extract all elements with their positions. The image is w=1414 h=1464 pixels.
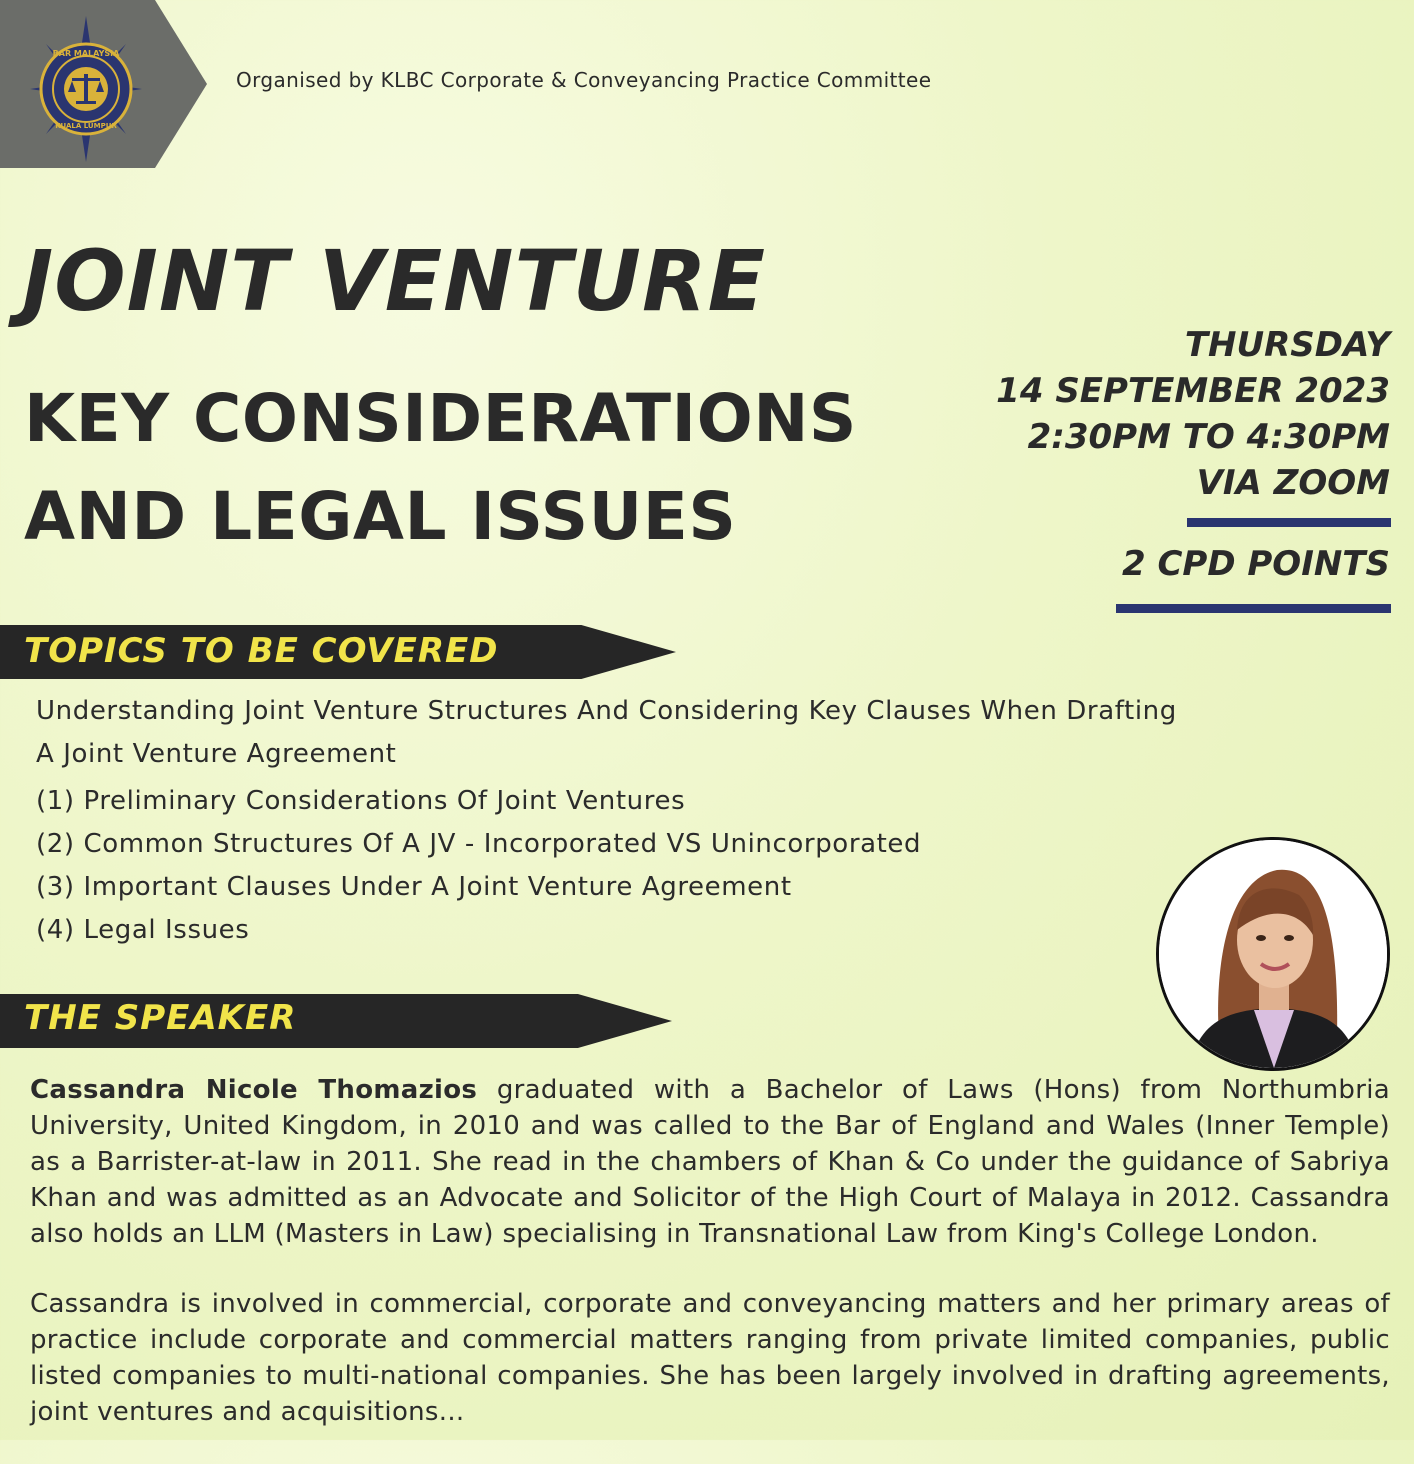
event-title-sub-line2: AND LEGAL ISSUES bbox=[24, 478, 737, 555]
topic-item: (2) Common Structures Of A JV - Incorporated VS Unincorporated bbox=[36, 829, 922, 859]
event-info bbox=[996, 322, 1390, 506]
event-date: 14 SEPTEMBER 2023 bbox=[996, 371, 1390, 411]
topics-intro-line1: Understanding Joint Venture Structures And Considering Key Clauses When Drafting bbox=[36, 696, 1177, 726]
cpd-points: 2 CPD POINTS bbox=[1121, 544, 1390, 584]
speaker-bio-paragraph-2: Cassandra is involved in commercial, corporate and conveyancing matters and her primary areas of practice include corporate and commercial matters ranging from private limited companies, public listed companies to multi-national companies. She has been largely involved in drafting agreements, joint ventures and acquisitions... bbox=[30, 1289, 1390, 1427]
speaker-bio-paragraph-1 bbox=[30, 1072, 1390, 1252]
event-venue: VIA ZOOM bbox=[1196, 463, 1390, 503]
speaker-portrait bbox=[1159, 840, 1387, 1068]
speaker-photo bbox=[1156, 837, 1390, 1071]
divider-rule-bottom bbox=[1116, 604, 1391, 613]
divider-rule-top bbox=[1187, 518, 1391, 527]
logo-text-bottom: KUALA LUMPUR bbox=[55, 122, 117, 130]
topics-heading: TOPICS TO BE COVERED bbox=[24, 631, 499, 671]
speaker-bio bbox=[30, 1072, 1390, 1464]
event-title-sub bbox=[24, 370, 857, 566]
speaker-name: Cassandra Nicole Thomazios bbox=[30, 1075, 478, 1105]
speaker-heading: THE SPEAKER bbox=[24, 998, 297, 1038]
event-day: THURSDAY bbox=[1184, 325, 1390, 365]
event-title-main: JOINT VENTURE bbox=[22, 232, 767, 330]
bar-malaysia-kl-logo bbox=[30, 16, 142, 162]
organiser-text: Organised by KLBC Corporate & Conveyancing Practice Committee bbox=[236, 68, 932, 92]
topic-item: (4) Legal Issues bbox=[36, 915, 250, 945]
event-title-sub-line1: KEY CONSIDERATIONS bbox=[24, 380, 857, 457]
topic-item: (3) Important Clauses Under A Joint Venture Agreement bbox=[36, 872, 792, 902]
topics-intro bbox=[36, 690, 1177, 776]
speaker-bio-p1-text: graduated with a Bachelor of Laws (Hons) from Northumbria University, United Kingdom, in 2010 and was called to the Bar of England and Wales (Inner Temple) as a Barrister-at-law in 2011. She read in the chambers of Khan & Co under the guidance of Sabriya Khan and was admitted as an Advocate and Solicitor of the High Court of Malaya in 2012. Cassandra also holds an LLM (Masters in Law) specialising in Transnational Law from King's College London. bbox=[30, 1075, 1390, 1249]
logo-text-top: BAR MALAYSIA bbox=[52, 49, 120, 58]
topics-intro-line2: A Joint Venture Agreement bbox=[36, 739, 397, 769]
topic-item: (1) Preliminary Considerations Of Joint Ventures bbox=[36, 786, 686, 816]
topics-list bbox=[36, 690, 1177, 952]
event-time: 2:30PM TO 4:30PM bbox=[1027, 417, 1390, 457]
